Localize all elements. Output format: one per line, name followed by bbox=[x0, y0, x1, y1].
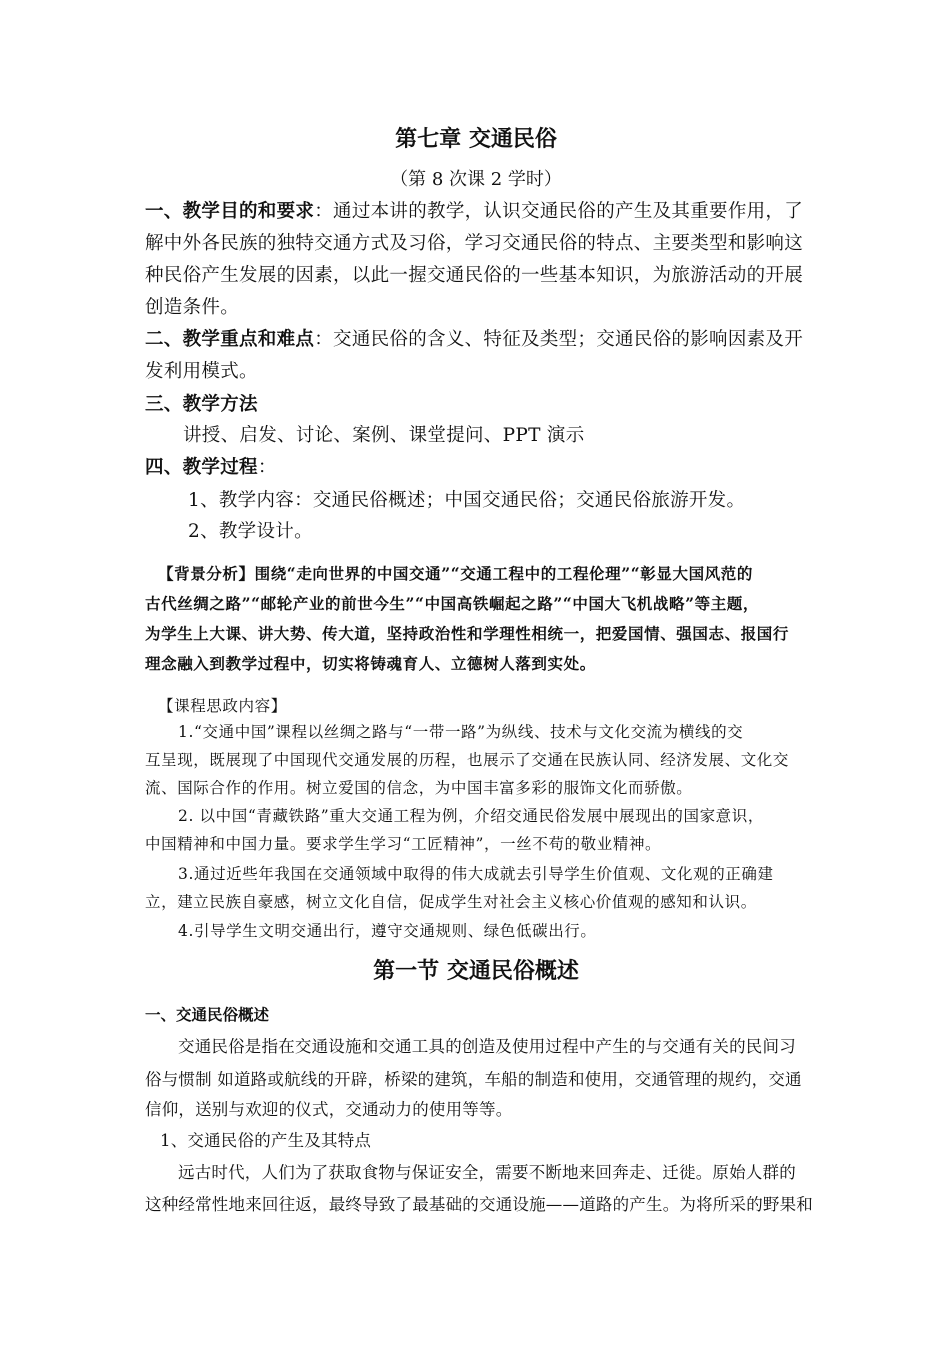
background-line-1: 【背景分析】围绕“走向世界的中国交通”“交通工程中的工程伦理”“彰显大国风范的 bbox=[158, 564, 753, 583]
subsection1-line-4: 1、交通民俗的产生及其特点 bbox=[160, 1131, 372, 1150]
subsection1-heading: 一、交通民俗概述 bbox=[145, 1006, 270, 1024]
ideology-line-4: 2. 以中国“青藏铁路”重大交通工程为例，介绍交通民俗发展中展现出的国家意识， bbox=[178, 807, 764, 825]
sec4-line bbox=[145, 453, 815, 483]
ideology-line-8: 4.引导学生文明交通出行，遵守交通规则、绿色低碳出行。 bbox=[178, 922, 597, 940]
sec4-item-2: 2、教学设计。 bbox=[188, 521, 313, 542]
sec4-colon: ： bbox=[257, 457, 277, 478]
ideology-line-3: 流、国际合作的作用。树立爱国的信念，为中国丰富多彩的服饰文化而骄傲。 bbox=[145, 779, 693, 797]
session-info: （第 8 次课 2 学时） bbox=[390, 169, 562, 190]
sec2-colon: ： bbox=[314, 329, 334, 350]
ideology-heading: 【课程思政内容】 bbox=[158, 697, 287, 715]
sec2-text-0: 交通民俗的含义、特征及类型；交通民俗的影响因素及开 bbox=[333, 329, 804, 350]
sec3-content: 讲授、启发、讨论、案例、课堂提问、PPT 演示 bbox=[183, 425, 585, 446]
sec1-line-1 bbox=[145, 197, 815, 227]
sec4-label: 四、教学过程 bbox=[145, 457, 258, 478]
ideology-line-2: 互呈现，既展现了中国现代交通发展的历程，也展示了交通在民族认同、经济发展、文化交 bbox=[145, 751, 790, 769]
ideology-line-6: 3.通过近些年我国在交通领域中取得的伟大成就去引导学生价值观、文化观的正确建 bbox=[178, 865, 774, 883]
sec1-text-0: 通过本讲的教学，认识交通民俗的产生及其重要作用，了 bbox=[333, 201, 804, 222]
sec1-label: 一、教学目的和要求 bbox=[145, 201, 315, 222]
background-line-4: 理念融入到教学过程中，切实将铸魂育人、立德树人落到实处。 bbox=[145, 654, 596, 673]
sec4-item-1: 1、教学内容：交通民俗概述；中国交通民俗；交通民俗旅游开发。 bbox=[188, 490, 746, 511]
sec1-line-2: 解中外各民族的独特交通方式及习俗，学习交通民俗的特点、主要类型和影响这 bbox=[145, 233, 804, 254]
subsection1-line-1: 交通民俗是指在交通设施和交通工具的创造及使用过程中产生的与交通有关的民间习 bbox=[178, 1037, 796, 1056]
ideology-line-7: 立，建立民族自豪感，树立文化自信，促成学生对社会主义核心价值观的感知和认识。 bbox=[145, 893, 757, 911]
chapter-title: 第七章 交通民俗 bbox=[395, 127, 557, 152]
sec1-colon: ： bbox=[314, 201, 334, 222]
section-title: 第一节 交通民俗概述 bbox=[373, 959, 579, 984]
sec3-label: 三、教学方法 bbox=[145, 394, 258, 415]
sec2-line-2: 发利用模式。 bbox=[145, 361, 258, 382]
subsection1-line-5: 远古时代，人们为了获取食物与保证安全，需要不断地来回奔走、迁徙。原始人群的 bbox=[178, 1163, 796, 1182]
sec2-line-1 bbox=[145, 325, 815, 355]
ideology-line-5: 中国精神和中国力量。要求学生学习“工匠精神”，一丝不苟的敬业精神。 bbox=[145, 835, 662, 853]
subsection1-line-6: 这种经常性地来回往返，最终导致了最基础的交通设施——道路的产生。为将所采的野果和 bbox=[145, 1195, 813, 1214]
sec1-line-3: 种民俗产生发展的因素，以此一握交通民俗的一些基本知识，为旅游活动的开展 bbox=[145, 265, 804, 286]
background-line-2: 古代丝绸之路”“邮轮产业的前世今生”“中国高铁崛起之路”“中国大飞机战略”等主题， bbox=[145, 594, 760, 613]
background-line-3: 为学生上大课、讲大势、传大道，坚持政治性和学理性相统一，把爱国情、强国志、报国行 bbox=[145, 624, 790, 643]
subsection1-line-3: 信仰，送别与欢迎的仪式，交通动力的使用等等。 bbox=[145, 1100, 513, 1119]
subsection1-line-2: 俗与惯制 如道路或航线的开辟，桥梁的建筑，车船的制造和使用，交通管理的规约，交通 bbox=[145, 1070, 802, 1089]
sec2-label: 二、教学重点和难点 bbox=[145, 329, 315, 350]
ideology-line-1: 1.“交通中国”课程以丝绸之路与“一带一路”为纵线、技术与文化交流为横线的交 bbox=[178, 723, 744, 741]
sec1-line-4: 创造条件。 bbox=[145, 297, 240, 318]
